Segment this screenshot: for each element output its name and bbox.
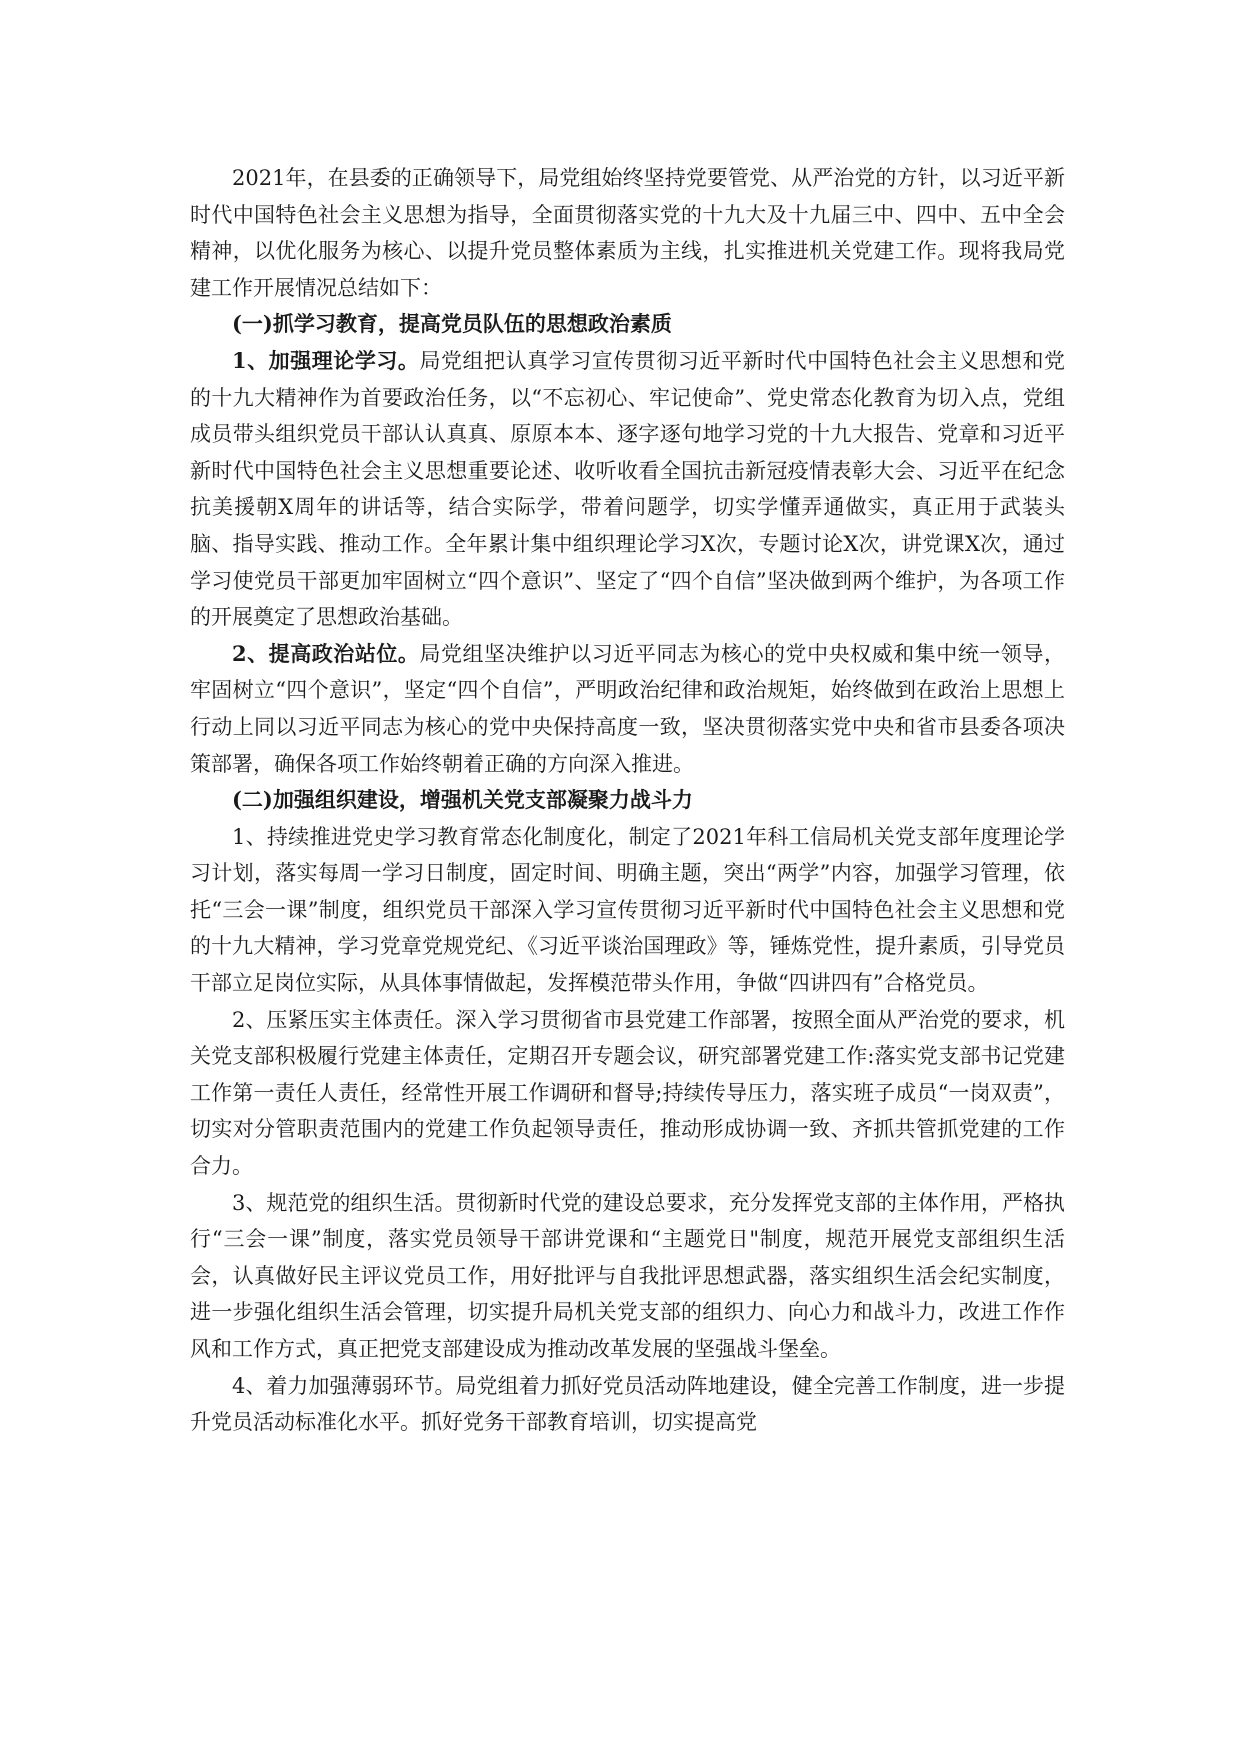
section1-item1-paragraph	[190, 343, 1065, 636]
section2-paragraph-2: 2、压紧压实主体责任。深入学习贯彻省市县党建工作部署，按照全面从严治党的要求，机关党支部积极履行党建主体责任，定期召开专题会议，研究部署党建工作:落实党支部书记党建工作第一责任人责任，经常性开展工作调研和督导;持续传导压力，落实班子成员“一岗双责”，切实对分管职责范围内的党建工作负起领导责任，推动形成协调一致、齐抓共管抓党建的工作合力。	[190, 1007, 1065, 1179]
section2-paragraph-4: 4、着力加强薄弱环节。局党组着力抓好党员活动阵地建设，健全完善工作制度，进一步提升党员活动标准化水平。抓好党务干部教育培训，切实提高党	[190, 1373, 1065, 1435]
section2-paragraph-3: 3、规范党的组织生活。贯彻新时代党的建设总要求，充分发挥党支部的主体作用，严格执行“三会一课”制度，落实党员领导干部讲党课和“主题党日"制度，规范开展党支部组织生活会，认真做好民主评议党员工作，用好批评与自我批评思想武器，落实组织生活会纪实制度，进一步强化组织生活会管理，切实提升局机关党支部的组织力、向心力和战斗力，改进工作作风和工作方式，真正把党支部建设成为推动改革发展的坚强战斗堡垒。	[190, 1190, 1065, 1361]
section2-paragraph-1: 1、持续推进党史学习教育常态化制度化，制定了2021年科工信局机关党支部年度理论学习计划，落实每周一学习日制度，固定时间、明确主题，突出“两学”内容，加强学习管理，依托“三会一课”制度，组织党员干部深入学习宣传贯彻习近平新时代中国特色社会主义思想和党的十九大精神，学习党章党规党纪、《习近平谈治国理政》等，锤炼党性，提升素质，引导党员干部立足岗位实际，从具体事情做起，发挥模范带头作用，争做“四讲四有”合格党员。	[190, 824, 1065, 996]
item2-label: 2、提高政治站位。	[232, 640, 420, 666]
section-heading-1: (一)抓学习教育，提高党员队伍的思想政治素质	[232, 311, 672, 337]
section1-item2-paragraph	[190, 636, 1065, 782]
section-heading-2: (二)加强组织建设，增强机关党支部凝聚力战斗力	[232, 787, 693, 813]
item1-text: 局党组把认真学习宣传贯彻习近平新时代中国特色社会主义思想和党的十九大精神作为首要政治任务，以“不忘初心、牢记使命”、党史常态化教育为切入点，党组成员带头组织党员干部认认真真、原原本本、逐字逐句地学习党的十九大报告、党章和习近平新时代中国特色社会主义思想重要论述、收听收看全国抗击新冠疫情表彰大会、习近平在纪念抗美援朝X周年的讲话等，结合实际学，带着问题学，切实学懂弄通做实，真正用于武装头脑、指导实践、推动工作。全年累计集中组织理论学习X次，专题讨论X次，讲党课X次，通过学习使党员干部更加牢固树立“四个意识”、坚定了“四个自信”坚决做到两个维护，为各项工作的开展奠定了思想政治基础。	[190, 348, 1065, 630]
item1-label: 1、加强理论学习。	[232, 347, 420, 373]
item2-text: 局党组坚决维护以习近平同志为核心的党中央权威和集中统一领导，牢固树立“四个意识”，坚定“四个自信”，严明政治纪律和政治规矩，始终做到在政治上思想上行动上同以习近平同志为核心的党中央保持高度一致，坚决贯彻落实党中央和省市县委各项决策部署，确保各项工作始终朝着正确的方向深入推进。	[190, 641, 1065, 776]
intro-paragraph: 2021年，在县委的正确领导下，局党组始终坚持党要管党、从严治党的方针，以习近平新时代中国特色社会主义思想为指导，全面贯彻落实党的十九大及十九届三中、四中、五中全会精神，以优化服务为核心、以提升党员整体素质为主线，扎实推进机关党建工作。现将我局党建工作开展情况总结如下：	[190, 166, 1065, 300]
document-body	[190, 160, 1065, 1441]
